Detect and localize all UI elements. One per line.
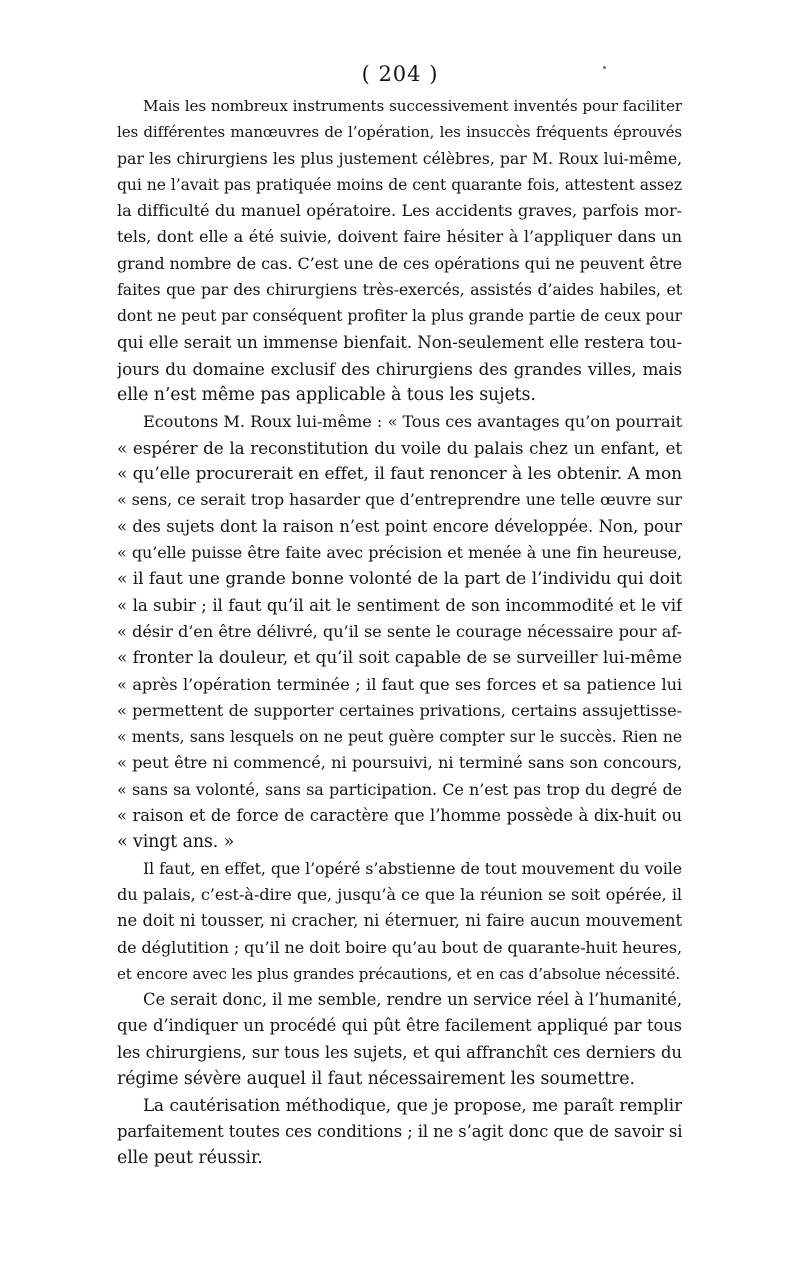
text-line: régime sévère auquel il faut nécessairement les soumettre. (117, 1068, 635, 1089)
text-line: « peut être ni commencé, ni poursuivi, ni terminé sans son concours, (117, 753, 682, 773)
text-line: « raison et de force de caractère que l’homme possède à dix-huit ou (117, 806, 682, 826)
text-line: « sens, ce serait trop hasarder que d’entreprendre une telle œuvre sur (117, 490, 682, 510)
text-line: « il faut une grande bonne volonté de la part de l’individu qui doit (117, 569, 682, 590)
text-line: « sans sa volonté, sans sa participation. Ce n’est pas trop du degré de (117, 779, 682, 799)
text-line: Ecoutons M. Roux lui-même : « Tous ces avantages qu’on pourrait (143, 411, 682, 431)
text-line: « ments, sans lesquels on ne peut guère compter sur le succès. Rien ne (117, 728, 682, 747)
text-line: qui elle serait un immense bienfait. Non-seulement elle restera tou- (117, 332, 682, 352)
paragraph-2 (117, 409, 682, 856)
text-line: jours du domaine exclusif des chirurgiens des grandes villes, mais (117, 358, 682, 379)
text-line: ne doit ni tousser, ni cracher, ni éternuer, ni faire aucun mouvement (117, 911, 682, 931)
text-line: « qu’elle procurerait en effet, il faut renoncer à les obtenir. A mon (117, 464, 682, 485)
body-text (117, 93, 682, 1171)
page-number: ( 204 ) (361, 62, 439, 86)
text-line: grand nombre de cas. C’est une de ces opérations qui ne peuvent être (117, 253, 682, 273)
text-line: La cautérisation méthodique, que je propose, me paraît remplir (143, 1095, 682, 1116)
text-line: parfaitement toutes ces conditions ; il ne s’agit donc que de savoir si (117, 1121, 682, 1141)
paragraph-1 (117, 93, 682, 409)
text-line: elle peut réussir. (117, 1147, 263, 1168)
text-line: la difficulté du manuel opératoire. Les accidents graves, parfois mor- (117, 201, 682, 221)
text-line: « des sujets dont la raison n’est point encore développée. Non, pour (117, 516, 682, 536)
text-line: les chirurgiens, sur tous les sujets, et qui affranchît ces derniers du (117, 1042, 682, 1062)
text-line: « espérer de la reconstitution du voile du palais chez un enfant, et (117, 437, 682, 458)
text-line: et encore avec les plus grandes précautions, et en cas d’absolue nécessité. (117, 964, 681, 983)
text-line: « la subir ; il faut qu’il ait le sentiment de son incommodité et le vif (117, 595, 682, 615)
text-line: Il faut, en effet, que l’opéré s’abstienne de tout mouvement du voile (143, 858, 682, 878)
text-line: « après l’opération terminée ; il faut que ses forces et sa patience lui (117, 674, 682, 694)
text-line: dont ne peut par conséquent profiter la plus grande partie de ceux pour (117, 307, 682, 326)
paragraph-3 (117, 856, 682, 987)
text-line: elle n’est même pas applicable à tous les sujets. (117, 385, 536, 406)
text-line: de déglutition ; qu’il ne doit boire qu’au bout de quarante-huit heures, (117, 937, 682, 957)
text-line: « fronter la douleur, et qu’il soit capable de se surveiller lui-même (117, 648, 682, 669)
paragraph-5 (117, 1092, 682, 1171)
text-line: que d’indiquer un procédé qui pût être facilement appliqué par tous (117, 1016, 682, 1036)
text-line: Ce serait donc, il me semble, rendre un service réel à l’humanité, (143, 990, 682, 1010)
text-line: qui ne l’avait pas pratiquée moins de cent quarante fois, attestent assez (117, 175, 682, 194)
ink-speck (603, 66, 606, 69)
text-line: du palais, c’est-à-dire que, jusqu’à ce que la réunion se soit opérée, il (117, 884, 682, 904)
text-line: « désir d’en être délivré, qu’il se sente le courage nécessaire pour af- (117, 621, 682, 641)
text-line: Mais les nombreux instruments successivement inventés pour faciliter (143, 97, 682, 115)
text-line: « vingt ans. » (117, 832, 235, 853)
text-line: « qu’elle puisse être faite avec précision et menée à une fin heureuse, (117, 543, 682, 563)
text-line: « permettent de supporter certaines privations, certains assujettisse- (117, 700, 682, 720)
text-line: tels, dont elle a été suivie, doivent faire hésiter à l’appliquer dans un (117, 227, 682, 247)
text-line: faites que par des chirurgiens très-exercés, assistés d’aides habiles, et (117, 280, 682, 300)
text-line: par les chirurgiens les plus justement célèbres, par M. Roux lui-même, (117, 148, 682, 168)
text-line: les différentes manœuvres de l’opération, les insuccès fréquents éprouvés (117, 123, 682, 142)
paragraph-4 (117, 987, 682, 1092)
